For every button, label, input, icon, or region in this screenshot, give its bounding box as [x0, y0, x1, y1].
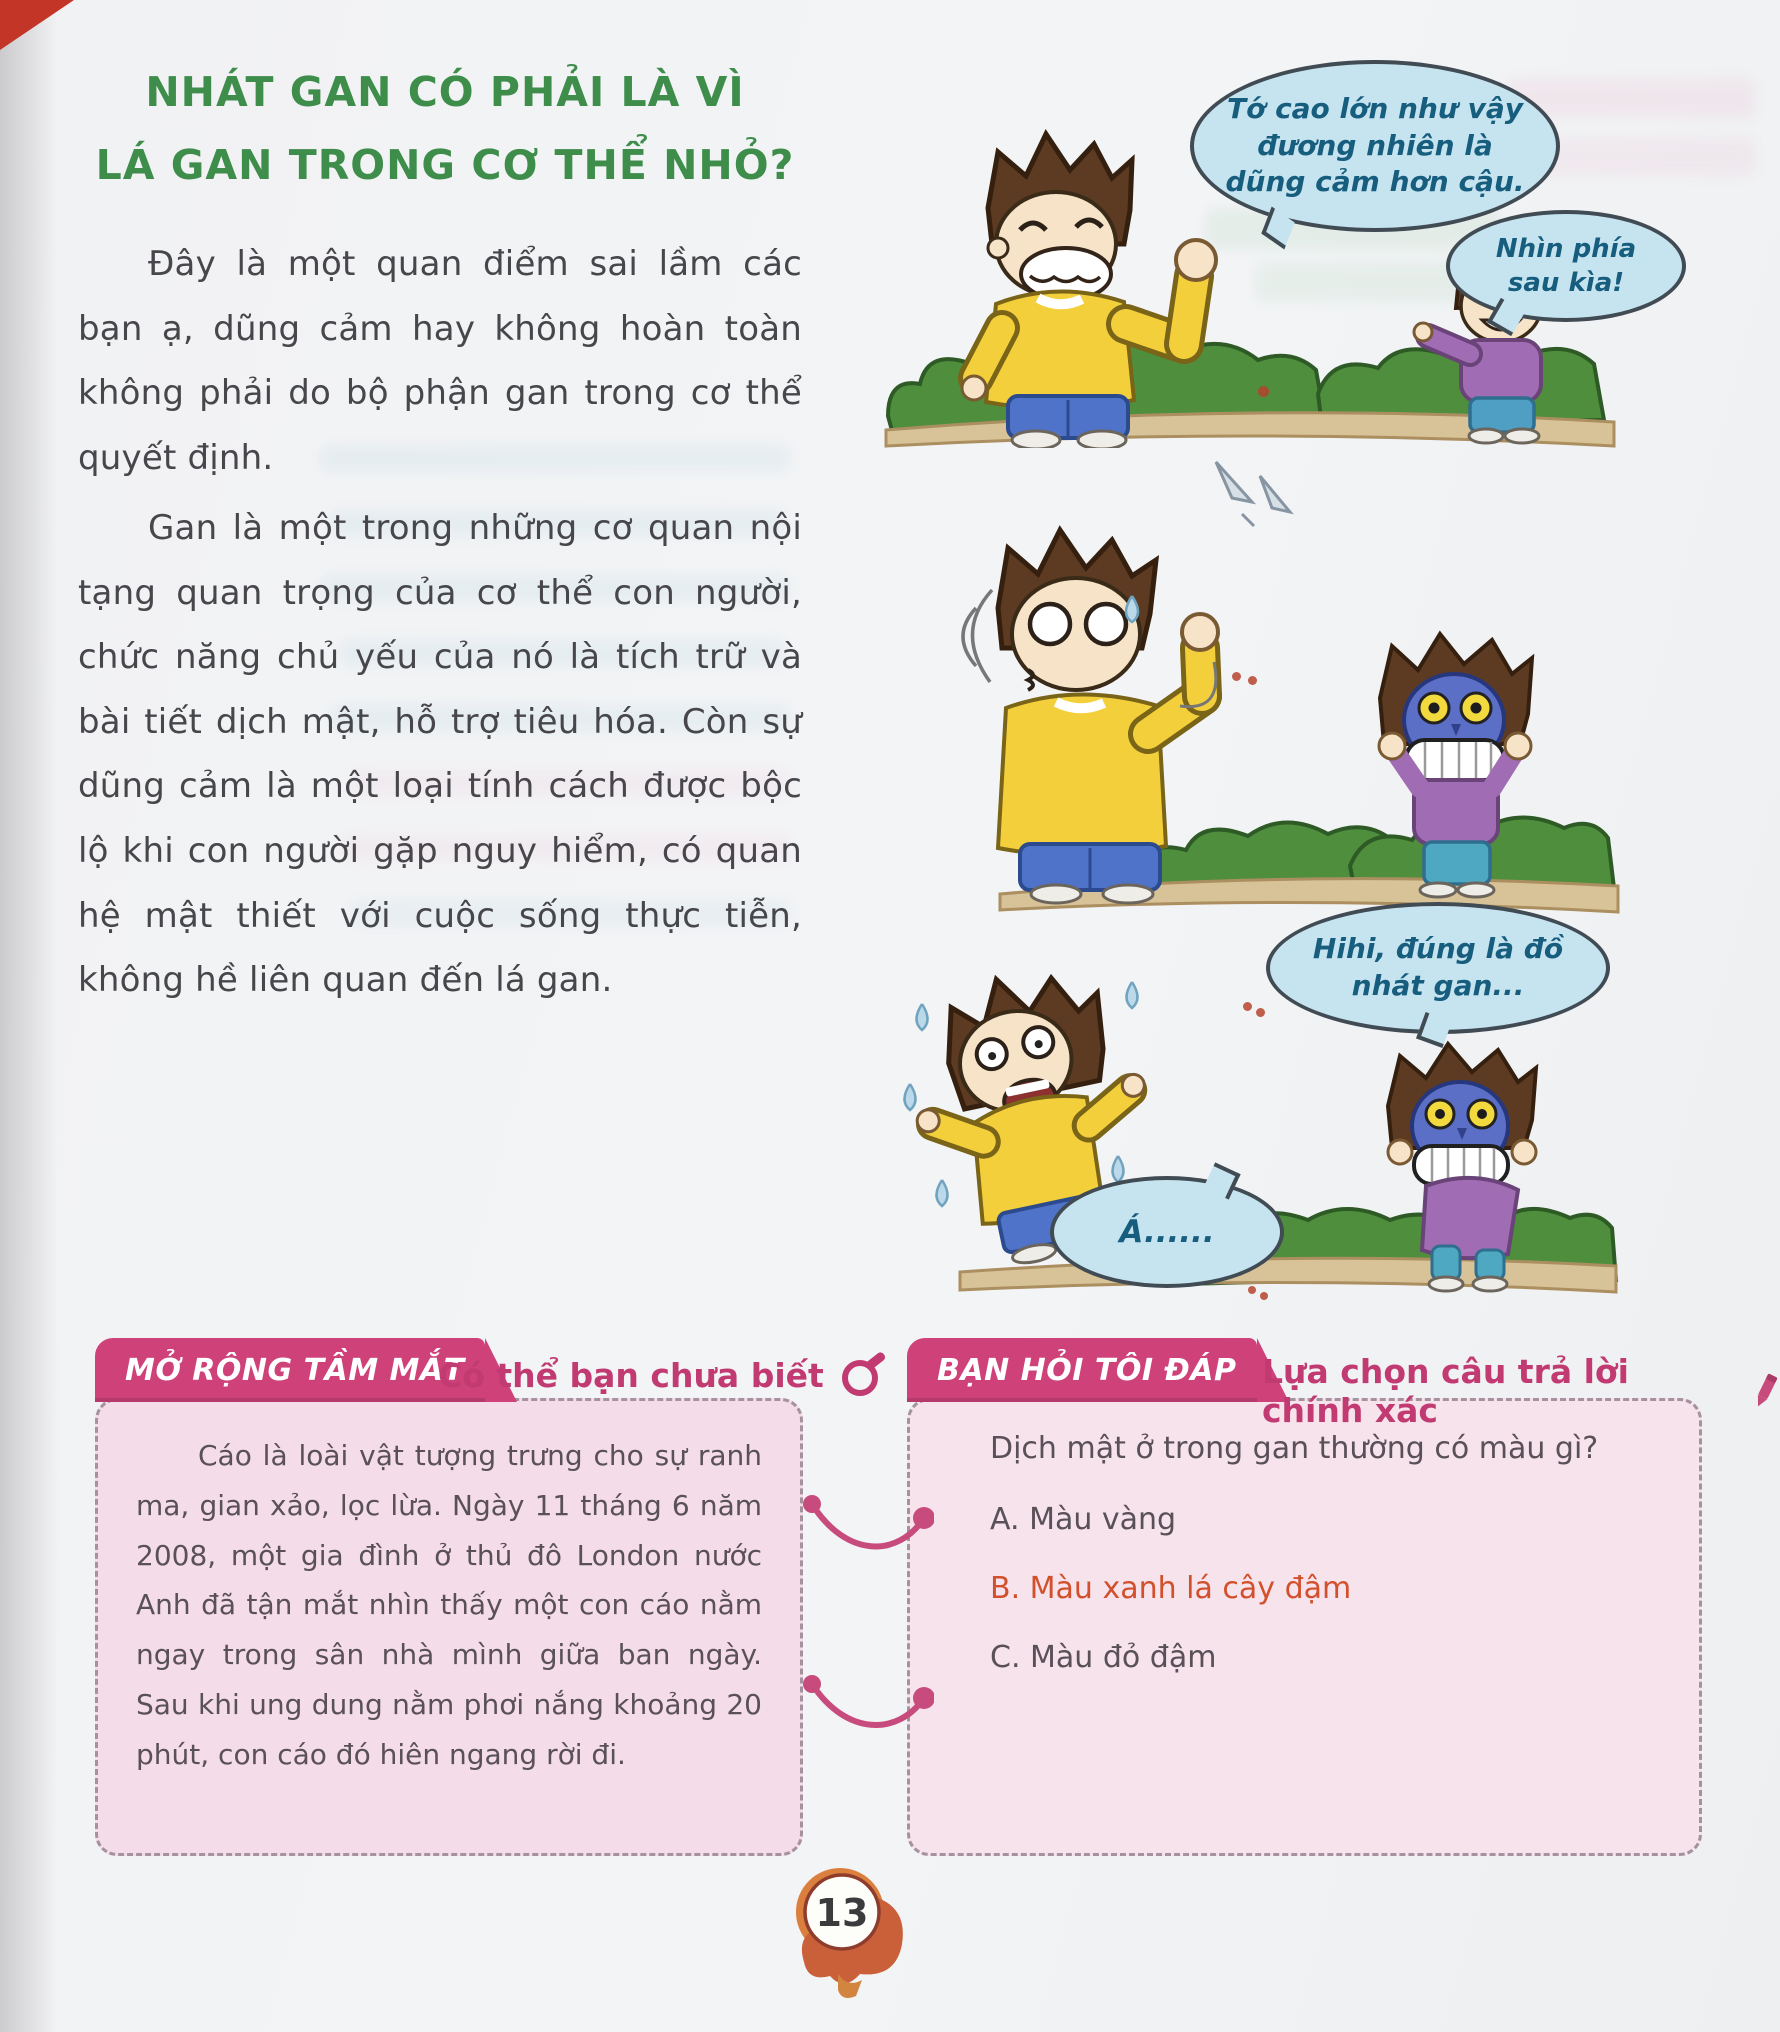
- fact-box-tab: [95, 1338, 485, 1402]
- margin-dot: [1232, 672, 1241, 681]
- speech-bubble-3: Hihi, đúng là đồ nhát gan...: [1266, 902, 1610, 1034]
- speech-bubble-2: Nhìn phía sau kìa!: [1446, 210, 1686, 322]
- box-connector-bottom: [802, 1664, 934, 1746]
- fact-box-heading: [438, 1352, 886, 1398]
- quiz-option-a: A. Màu vàng: [990, 1502, 1177, 1537]
- body-paragraph-1: Đây là một quan điểm sai lầm các bạn ạ, dũng cảm hay không hoàn toàn không phải do bộ phận gan trong cơ thể quyết định.: [78, 244, 802, 478]
- fact-box: [95, 1398, 803, 1856]
- page-title-line-2: LÁ GAN TRONG CƠ THỂ NHỎ?: [95, 140, 795, 189]
- pencil-icon: [1751, 1368, 1780, 1414]
- fact-box-tab-label: MỞ RỘNG TẦM MẮT: [125, 1352, 465, 1388]
- body-paragraph-2: Gan là một trong những cơ quan nội tạng quan trọng của cơ thể con người, chức năng chủ yếu của nó là tích trữ và bài tiết dịch mật, hỗ trợ tiêu hóa. Còn sự dũng cảm là một loại tính cách được bộc lộ khi con người gặp nguy hiểm, có quan hệ mật thiết với cuộc sống thực tiễn, không hề liên quan đến lá gan.: [78, 508, 802, 1001]
- speech-bubble-1: Tớ cao lớn như vậy đương nhiên là dũng cảm hơn cậu.: [1190, 60, 1560, 232]
- margin-dot: [1243, 1002, 1252, 1011]
- fact-box-body: Cáo là loài vật tượng trưng cho sự ranh ma, gian xảo, lọc lừa. Ngày 11 tháng 6 năm 2008, một gia đình ở thủ đô London nước Anh đã tận mắt nhìn thấy một con cáo nằm ngay trong sân nhà mình giữa ban ngày. Sau khi ung dung nằm phơi nắng khoảng 20 phút, con cáo đó hiên ngang rời đi.: [136, 1439, 762, 1771]
- page-title: [95, 56, 795, 202]
- margin-dot: [1256, 1008, 1265, 1017]
- page-edge-shadow: [0, 0, 58, 2032]
- page-title-line-1: NHÁT GAN CÓ PHẢI LÀ VÌ: [145, 68, 745, 116]
- magnifier-icon: [840, 1352, 886, 1398]
- quiz-question: Dịch mật ở trong gan thường có màu gì?: [990, 1431, 1599, 1466]
- margin-dot: [1260, 1292, 1268, 1300]
- fact-box-heading-text: Có thể bạn chưa biết: [438, 1355, 824, 1395]
- quiz-option-c: C. Màu đỏ đậm: [990, 1640, 1217, 1675]
- paper-airplane-icons: [1216, 462, 1290, 526]
- margin-dot: [1258, 386, 1269, 397]
- quiz-box-tab: [907, 1338, 1257, 1402]
- speech-bubble-4: Á......: [1050, 1176, 1284, 1288]
- page-number: 13: [815, 1891, 869, 1935]
- box-connector-top: [802, 1486, 934, 1568]
- quiz-box-heading-text: Lựa chọn câu trả lời chính xác: [1262, 1352, 1629, 1430]
- quiz-box: [907, 1398, 1702, 1856]
- quiz-box-heading: [1262, 1352, 1780, 1430]
- cover-corner: [0, 0, 74, 50]
- margin-dot: [1248, 1286, 1256, 1294]
- margin-dot: [1248, 676, 1257, 685]
- quiz-box-tab-label: BẠN HỎI TÔI ĐÁP: [937, 1352, 1237, 1388]
- page-number-badge: [768, 1856, 938, 2026]
- quiz-option-b: B. Màu xanh lá cây đậm: [990, 1571, 1352, 1606]
